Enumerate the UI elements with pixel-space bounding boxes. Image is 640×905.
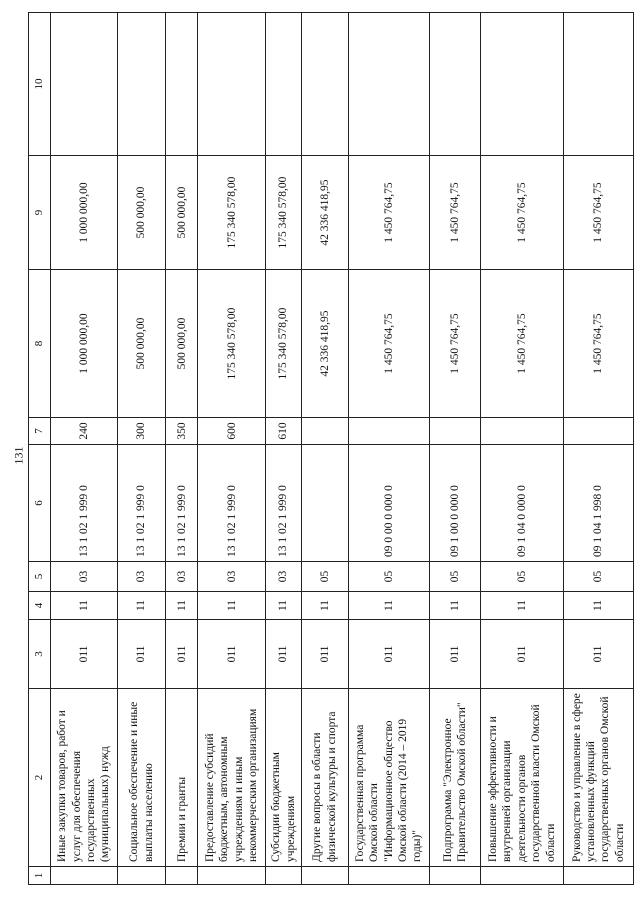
header-cell: 5 xyxy=(29,562,51,592)
header-cell: 3 xyxy=(29,620,51,689)
cell-col5: 05 xyxy=(348,562,430,592)
table-row xyxy=(481,13,564,885)
cell-col1 xyxy=(166,867,198,885)
budget-table xyxy=(28,12,634,885)
cell-col3: 011 xyxy=(198,620,266,689)
cell-col1 xyxy=(198,867,266,885)
cell-col1 xyxy=(481,867,564,885)
cell-col6 xyxy=(301,445,348,562)
header-row xyxy=(29,13,51,885)
cell-col6: 13 1 02 1 999 0 xyxy=(117,445,166,562)
row-name-cell: Субсидии бюджетным учреждениям xyxy=(266,689,302,867)
cell-col5: 05 xyxy=(563,562,633,592)
cell-col3: 011 xyxy=(301,620,348,689)
cell-col8: 1 450 764,75 xyxy=(348,270,430,418)
cell-col7: 600 xyxy=(198,418,266,445)
cell-col10 xyxy=(481,13,564,156)
cell-col4: 11 xyxy=(430,592,481,620)
cell-col4: 11 xyxy=(301,592,348,620)
table-body xyxy=(29,13,634,885)
row-name-cell: Подпрограмма "Электронное Правительство Омской области" xyxy=(430,689,481,867)
row-name-cell: Руководство и управление в сфере установленных функций государственных органов Омской области xyxy=(563,689,633,867)
cell-col6: 13 1 02 1 999 0 xyxy=(198,445,266,562)
row-name-cell: Социальное обеспечение и иные выплаты населению xyxy=(117,689,166,867)
cell-col4: 11 xyxy=(198,592,266,620)
cell-col3: 011 xyxy=(117,620,166,689)
table-row xyxy=(348,13,430,885)
cell-col7 xyxy=(301,418,348,445)
table-row xyxy=(430,13,481,885)
cell-col8: 42 336 418,95 xyxy=(301,270,348,418)
table-row xyxy=(301,13,348,885)
cell-col10 xyxy=(301,13,348,156)
cell-col1 xyxy=(51,867,117,885)
cell-col9: 175 340 578,00 xyxy=(198,156,266,270)
header-cell: 8 xyxy=(29,270,51,418)
cell-col9: 1 450 764,75 xyxy=(430,156,481,270)
cell-col3: 011 xyxy=(266,620,302,689)
cell-col8: 1 450 764,75 xyxy=(481,270,564,418)
cell-col5: 05 xyxy=(430,562,481,592)
cell-col8: 500 000,00 xyxy=(117,270,166,418)
row-name-cell: Предоставление субсидий бюджетным, автономным учреждениям и иным некоммерческим организациям xyxy=(198,689,266,867)
table-row xyxy=(198,13,266,885)
cell-col10 xyxy=(198,13,266,156)
cell-col3: 011 xyxy=(166,620,198,689)
page-number: 131 xyxy=(11,446,26,465)
cell-col1 xyxy=(301,867,348,885)
cell-col8: 175 340 578,00 xyxy=(266,270,302,418)
header-cell: 6 xyxy=(29,445,51,562)
cell-col8: 500 000,00 xyxy=(166,270,198,418)
cell-col4: 11 xyxy=(481,592,564,620)
table-row xyxy=(563,13,633,885)
cell-col6: 13 1 02 1 999 0 xyxy=(51,445,117,562)
cell-col7 xyxy=(430,418,481,445)
cell-col5: 05 xyxy=(301,562,348,592)
cell-col6: 13 1 02 1 999 0 xyxy=(266,445,302,562)
row-name-cell: Повышение эффективности и внутренней организации деятельности органов государственной власти Омской области xyxy=(481,689,564,867)
cell-col8: 1 450 764,75 xyxy=(563,270,633,418)
cell-col4: 11 xyxy=(166,592,198,620)
cell-col9: 1 450 764,75 xyxy=(481,156,564,270)
cell-col7: 300 xyxy=(117,418,166,445)
table-row xyxy=(166,13,198,885)
rotated-table-wrapper xyxy=(28,13,634,885)
cell-col7 xyxy=(348,418,430,445)
cell-col8: 175 340 578,00 xyxy=(198,270,266,418)
cell-col8: 1 450 764,75 xyxy=(430,270,481,418)
row-name-cell: Премии и гранты xyxy=(166,689,198,867)
table-row xyxy=(266,13,302,885)
cell-col10 xyxy=(348,13,430,156)
header-cell: 7 xyxy=(29,418,51,445)
cell-col10 xyxy=(430,13,481,156)
cell-col6: 09 1 00 0 000 0 xyxy=(430,445,481,562)
cell-col10 xyxy=(563,13,633,156)
cell-col1 xyxy=(117,867,166,885)
cell-col9: 175 340 578,00 xyxy=(266,156,302,270)
cell-col5: 03 xyxy=(266,562,302,592)
row-name-cell: Государственная программа Омской области "Информационное общество Омской области (2014 – 2019 годы)" xyxy=(348,689,430,867)
cell-col3: 011 xyxy=(563,620,633,689)
cell-col4: 11 xyxy=(563,592,633,620)
cell-col9: 1 000 000,00 xyxy=(51,156,117,270)
table-row xyxy=(51,13,117,885)
cell-col9: 1 450 764,75 xyxy=(348,156,430,270)
header-cell: 10 xyxy=(29,13,51,156)
cell-col7 xyxy=(563,418,633,445)
cell-col4: 11 xyxy=(266,592,302,620)
cell-col9: 500 000,00 xyxy=(117,156,166,270)
cell-col3: 011 xyxy=(430,620,481,689)
cell-col6: 09 1 04 1 998 0 xyxy=(563,445,633,562)
cell-col6: 09 1 04 0 000 0 xyxy=(481,445,564,562)
cell-col1 xyxy=(563,867,633,885)
cell-col8: 1 000 000,00 xyxy=(51,270,117,418)
cell-col10 xyxy=(266,13,302,156)
header-cell: 4 xyxy=(29,592,51,620)
cell-col6: 13 1 02 1 999 0 xyxy=(166,445,198,562)
cell-col5: 03 xyxy=(166,562,198,592)
cell-col1 xyxy=(266,867,302,885)
cell-col10 xyxy=(166,13,198,156)
cell-col6: 09 0 00 0 000 0 xyxy=(348,445,430,562)
cell-col9: 500 000,00 xyxy=(166,156,198,270)
table-row xyxy=(117,13,166,885)
cell-col1 xyxy=(348,867,430,885)
cell-col5: 03 xyxy=(198,562,266,592)
cell-col9: 42 336 418,95 xyxy=(301,156,348,270)
cell-col5: 03 xyxy=(51,562,117,592)
cell-col5: 03 xyxy=(117,562,166,592)
cell-col7: 240 xyxy=(51,418,117,445)
cell-col9: 1 450 764,75 xyxy=(563,156,633,270)
cell-col4: 11 xyxy=(348,592,430,620)
header-cell: 1 xyxy=(29,867,51,885)
header-cell: 9 xyxy=(29,156,51,270)
row-name-cell: Другие вопросы в области физической культуры и спорта xyxy=(301,689,348,867)
cell-col1 xyxy=(430,867,481,885)
row-name-cell: Иные закупки товаров, работ и услуг для обеспечения государственных (муниципальных) нужд xyxy=(51,689,117,867)
cell-col10 xyxy=(117,13,166,156)
cell-col7: 350 xyxy=(166,418,198,445)
cell-col5: 05 xyxy=(481,562,564,592)
cell-col10 xyxy=(51,13,117,156)
cell-col7: 610 xyxy=(266,418,302,445)
cell-col3: 011 xyxy=(481,620,564,689)
cell-col7 xyxy=(481,418,564,445)
cell-col3: 011 xyxy=(348,620,430,689)
cell-col4: 11 xyxy=(117,592,166,620)
cell-col4: 11 xyxy=(51,592,117,620)
cell-col3: 011 xyxy=(51,620,117,689)
header-cell: 2 xyxy=(29,689,51,867)
